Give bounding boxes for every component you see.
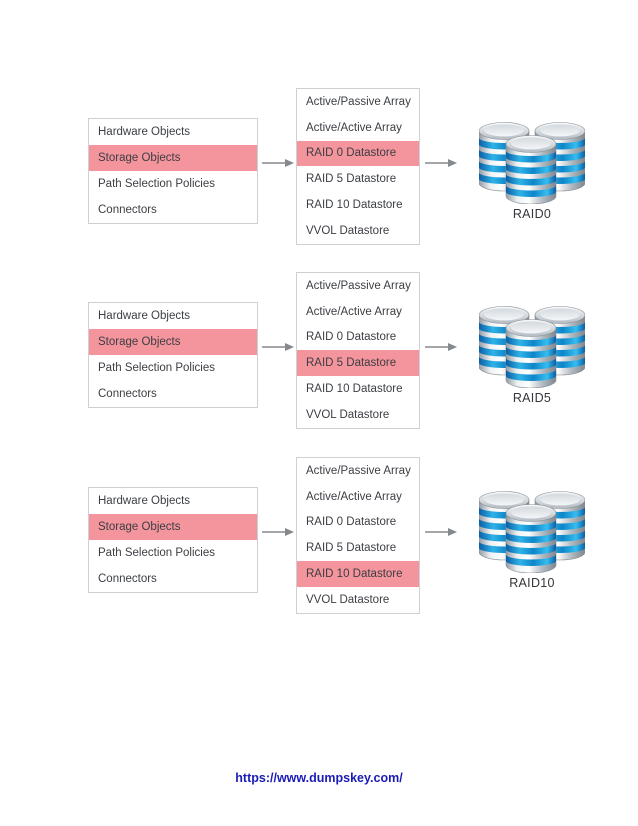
raid-label: RAID10 (509, 576, 555, 590)
list-item: Active/Passive Array (306, 279, 411, 292)
flow-row-raid0 (0, 88, 638, 263)
list-item: RAID 10 Datastore (306, 383, 403, 396)
disk-stack-icon (479, 306, 585, 388)
arrow-right-icon (261, 341, 295, 353)
arrow-right-icon (261, 526, 295, 538)
list-item: RAID 5 Datastore (306, 173, 397, 186)
datastore-list-box (296, 457, 420, 614)
list-item: VVOL Datastore (306, 408, 390, 421)
arrow-right-icon (424, 526, 458, 538)
flow-row-raid5 (0, 272, 638, 447)
list-item: Path Selection Policies (98, 178, 215, 190)
list-item: VVOL Datastore (306, 224, 390, 237)
list-item: Connectors (98, 573, 157, 585)
arrow-right-icon (424, 341, 458, 353)
list-item: Active/Passive Array (306, 464, 411, 477)
arrow-right-icon (261, 157, 295, 169)
raid-label: RAID5 (512, 391, 552, 405)
list-item: VVOL Datastore (306, 593, 390, 606)
list-item: Active/Active Array (306, 121, 402, 134)
datastore-list-box (296, 88, 420, 245)
raid-disk-group (478, 122, 586, 221)
objects-list-box (88, 118, 258, 224)
list-item: RAID 10 Datastore (306, 199, 403, 212)
list-item: Active/Active Array (306, 305, 402, 318)
objects-list-box (88, 302, 258, 408)
list-item: RAID 5 Datastore (306, 542, 397, 555)
flow-row-raid10 (0, 457, 638, 632)
list-item: Hardware Objects (98, 495, 191, 507)
footer-link[interactable]: https://www.dumpskey.com/ (235, 771, 403, 785)
list-item: Hardware Objects (98, 126, 191, 138)
list-item: Active/Passive Array (306, 95, 411, 108)
list-item: RAID 0 Datastore (297, 141, 419, 167)
raid-disk-group (478, 491, 586, 590)
list-item: Connectors (98, 388, 157, 400)
list-item: RAID 0 Datastore (306, 331, 397, 344)
footer (0, 769, 638, 787)
raid-label: RAID0 (512, 207, 552, 221)
disk-stack-icon (479, 122, 585, 204)
raid-disk-group (478, 306, 586, 405)
list-item: Hardware Objects (98, 310, 191, 322)
objects-list-box (88, 487, 258, 593)
list-item: Active/Active Array (306, 490, 402, 503)
list-item: Path Selection Policies (98, 547, 215, 559)
list-item: Storage Objects (89, 145, 257, 171)
list-item: Storage Objects (89, 514, 257, 540)
datastore-list-box (296, 272, 420, 429)
list-item: Storage Objects (89, 329, 257, 355)
list-item: Path Selection Policies (98, 362, 215, 374)
list-item: RAID 0 Datastore (306, 516, 397, 529)
list-item: RAID 10 Datastore (297, 561, 419, 587)
list-item: Connectors (98, 204, 157, 216)
disk-stack-icon (479, 491, 585, 573)
list-item: RAID 5 Datastore (297, 350, 419, 376)
arrow-right-icon (424, 157, 458, 169)
